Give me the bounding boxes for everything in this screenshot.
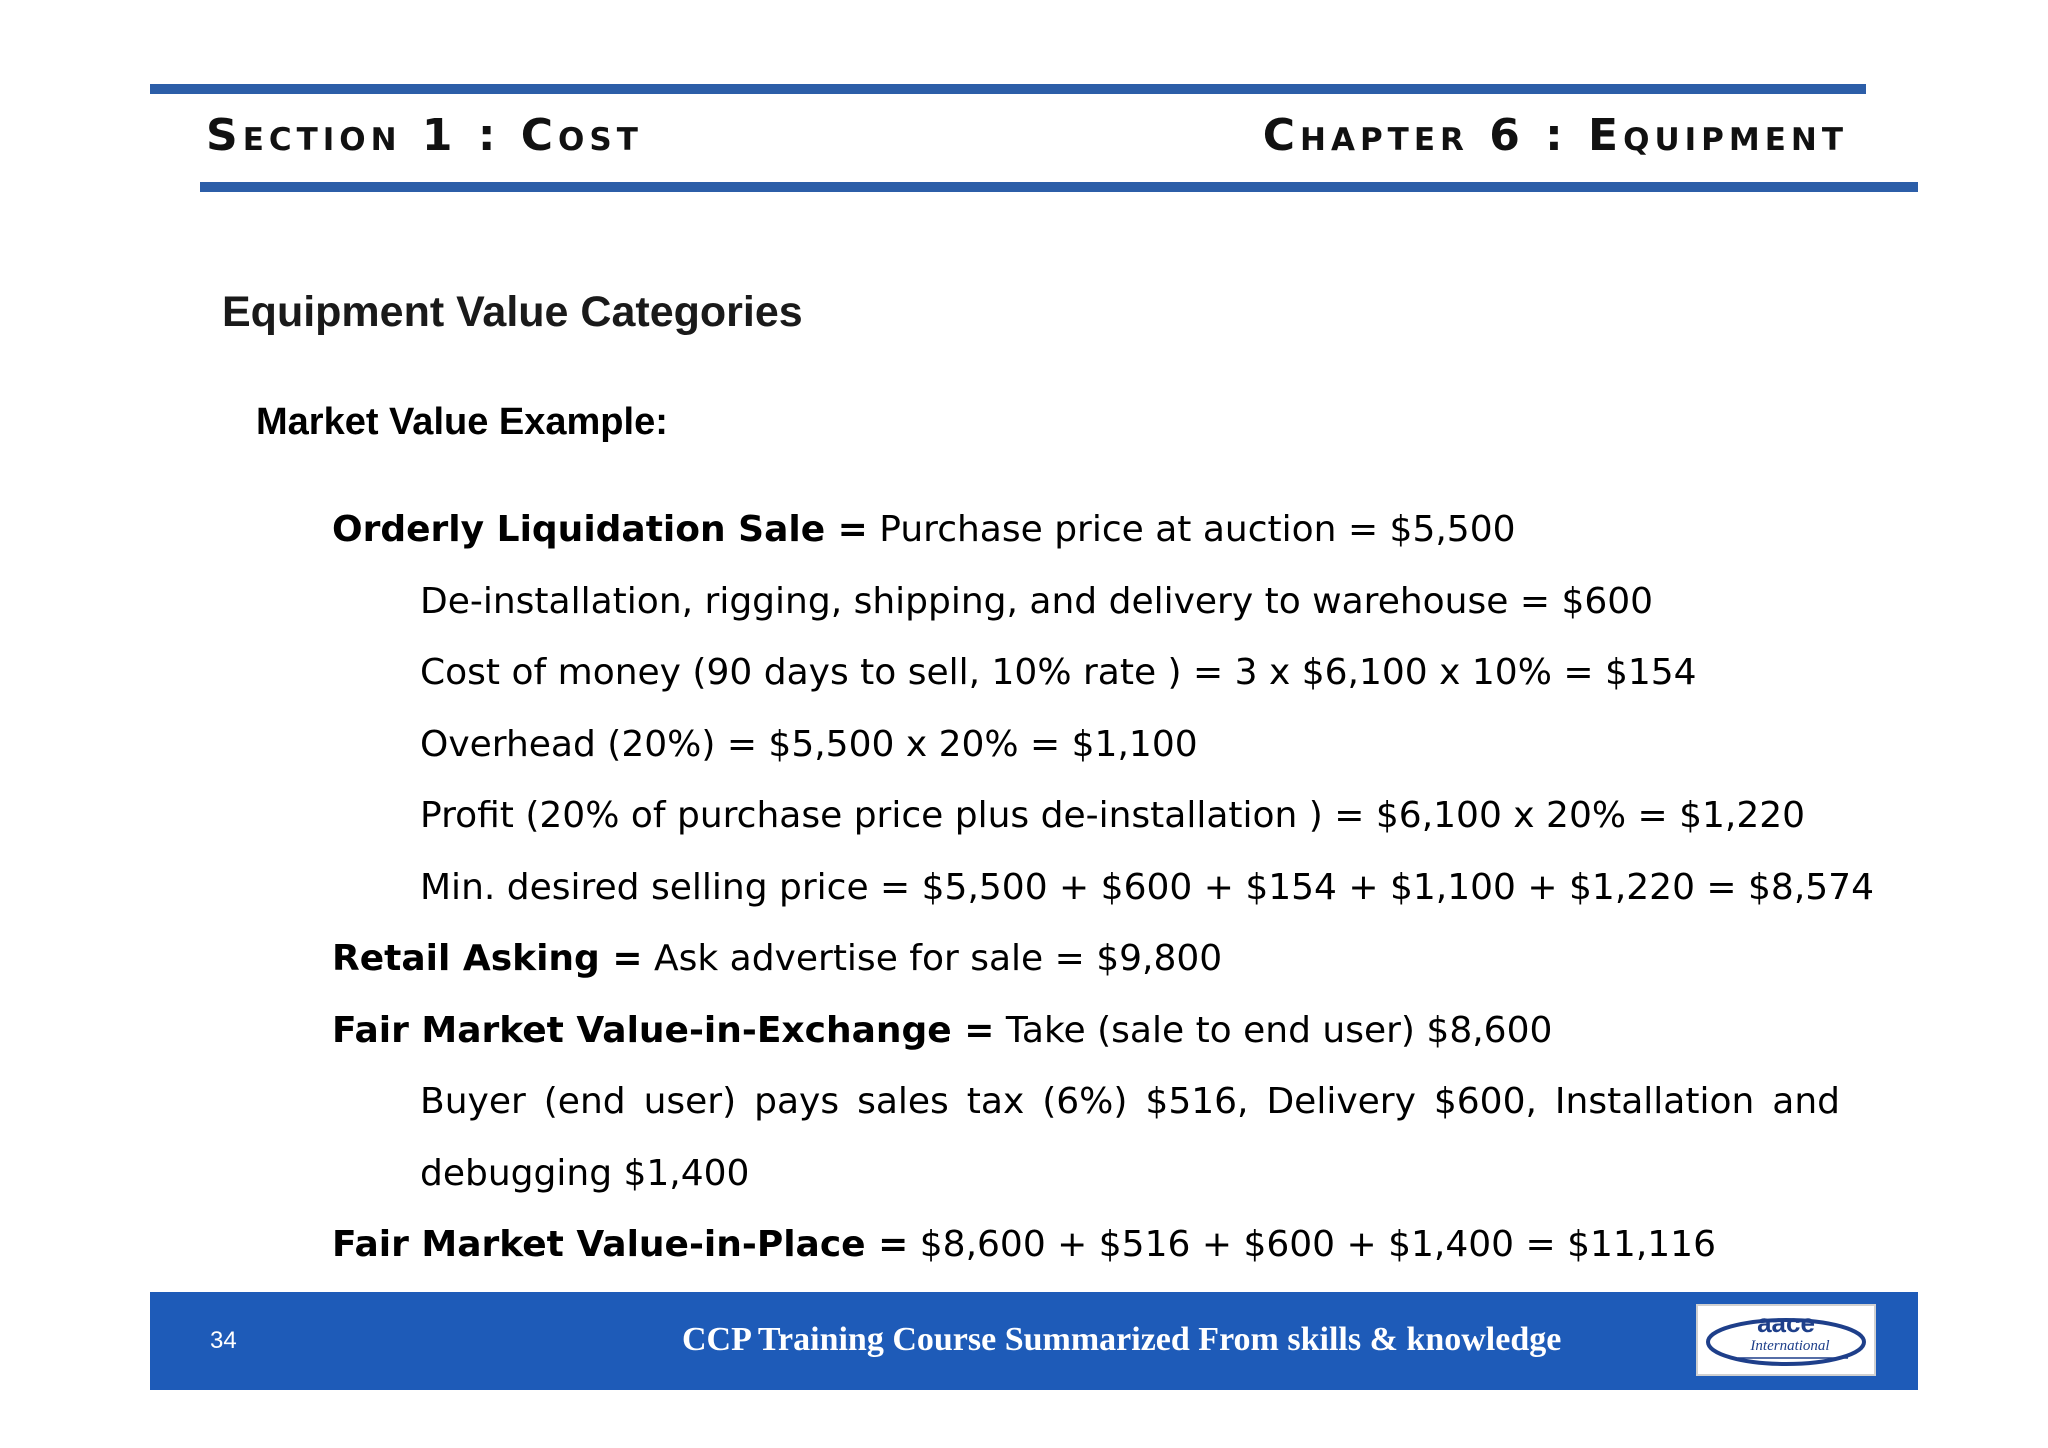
logo-title: aace [1757,1308,1815,1338]
chapter-heading: Chapter 6 : Equipment [1262,110,1848,161]
line-orderly-liquidation [332,494,1840,566]
slide-title: Equipment Value Categories [222,288,803,336]
aace-logo-icon [1698,1306,1874,1374]
line-cost-of-money: Cost of money (90 days to sell, 10% rate ) = 3 x $6,100 x 10% = $154 [420,652,1697,693]
section-heading: Section 1 : Cost [206,110,643,161]
line-text: Take (sale to end user) $8,600 [994,1009,1553,1051]
line-text: $8,600 + $516 + $600 + $1,400 = $11,116 [908,1224,1716,1265]
line-deinstallation: De-installation, rigging, shipping, and delivery to warehouse = $600 [420,580,1654,622]
line-text: Purchase price at auction = $5,500 [867,509,1516,550]
footer-bar [150,1292,1918,1390]
header-top-rule [150,84,1866,94]
line-retail-asking [332,923,1840,995]
line-overhead: Overhead (20%) = $5,500 x 20% = $1,100 [420,723,1198,765]
footer-text: CCP Training Course Summarized From skills & knowledge [682,1321,1562,1358]
line-buyer-pays: Buyer (end user) pays sales tax (6%) $516, Delivery $600, Installation and [420,1081,1840,1122]
line-fmv-exchange [332,995,1840,1067]
content-body [332,494,1874,1281]
line-label: Retail Asking = [332,938,643,979]
logo-subtitle: International [1750,1338,1830,1354]
line-fmv-in-place [332,1209,1840,1281]
line-profit: Profit (20% of purchase price plus de-installation ) = $6,100 x 20% = $1,220 [420,795,1806,836]
aace-logo [1696,1304,1876,1376]
page-number: 34 [210,1327,237,1354]
line-label: Fair Market Value-in-Place = [332,1224,909,1265]
slide-subtitle: Market Value Example: [256,401,668,443]
line-text: Ask advertise for sale = $9,800 [642,938,1223,979]
line-debugging: debugging $1,400 [420,1152,750,1194]
line-min-selling-price: Min. desired selling price = $5,500 + $600 + $154 + $1,100 + $1,220 = $8,574 [420,866,1874,908]
line-label: Fair Market Value-in-Exchange = [332,1009,995,1051]
line-label: Orderly Liquidation Sale = [332,509,868,550]
header-bottom-rule [200,182,1918,192]
